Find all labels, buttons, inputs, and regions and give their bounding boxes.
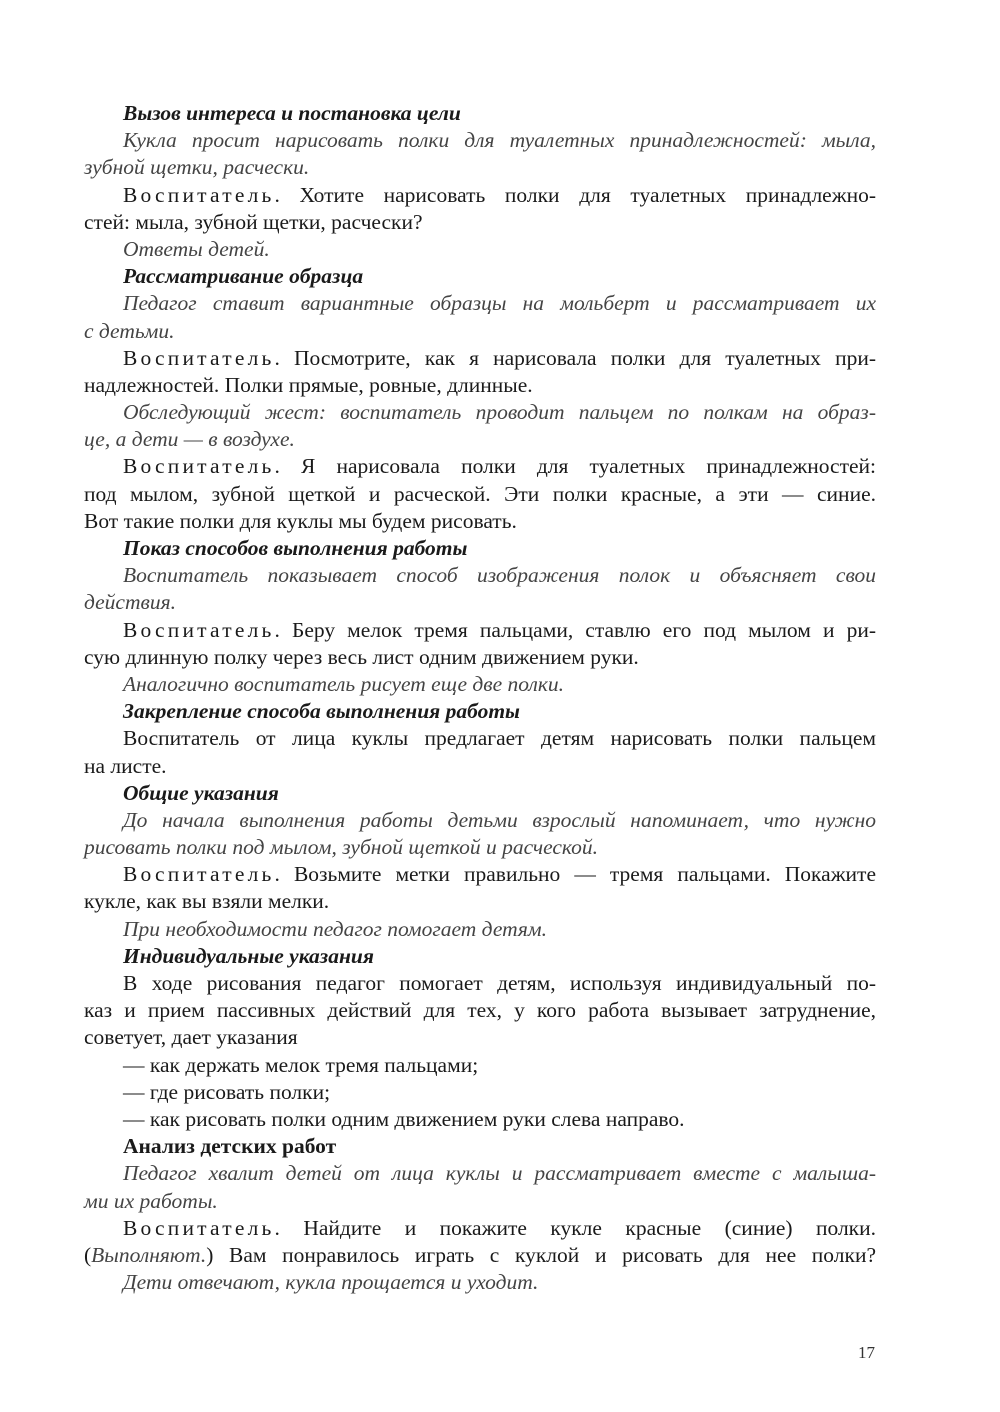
speaker-name: Воспитатель bbox=[123, 1215, 275, 1240]
body-text: советует, дает указания bbox=[84, 1025, 298, 1050]
section-heading: Индивидуальные указания bbox=[123, 943, 374, 968]
speech-text: надлежностей. Полки прямые, ровные, длинные. bbox=[84, 372, 533, 397]
page-body bbox=[84, 100, 876, 1296]
speaker-name: Воспитатель bbox=[123, 862, 275, 887]
speech-text: . Посмотрите, как я нарисовала полки для туалетных при- bbox=[274, 345, 876, 370]
stage-direction: Воспитатель показывает способ изображения полок и объясняет свои bbox=[123, 563, 876, 588]
speech-text: Вот такие полки для куклы мы будем рисовать. bbox=[84, 508, 517, 533]
stage-direction: Обследующий жест: воспитатель проводит пальцем по полкам на образ- bbox=[123, 400, 876, 425]
body-text: В ходе рисования педагог помогает детям, используя индивидуальный по- bbox=[123, 971, 876, 995]
speech-text: стей: мыла, зубной щетки, расчески? bbox=[84, 209, 423, 234]
list-item: — где рисовать полки; bbox=[123, 1079, 331, 1104]
speech-text: . Хотите нарисовать полки для туалетных принадлежно- bbox=[274, 182, 876, 207]
section-heading: Закрепление способа выполнения работы bbox=[123, 699, 520, 724]
speech-text: . Возьмите метки правильно — тремя пальцами. Покажите bbox=[274, 862, 876, 887]
list-item: — как держать мелок тремя пальцами; bbox=[123, 1052, 479, 1077]
stage-direction: До начала выполнения работы детьми взрослый напоминает, что нужно bbox=[123, 807, 876, 832]
section-heading: Вызов интереса и постановка цели bbox=[123, 101, 461, 125]
speech-text: . Беру мелок тремя пальцами, ставлю его под мылом и ри- bbox=[274, 617, 876, 642]
teacher-speech bbox=[84, 453, 876, 480]
teacher-speech bbox=[84, 861, 876, 888]
speech-text: сую длинную полку через весь лист одним движением руки. bbox=[84, 644, 639, 669]
page-number: 17 bbox=[858, 1343, 875, 1362]
teacher-speech bbox=[84, 1215, 876, 1242]
paren-open: ( bbox=[84, 1242, 92, 1267]
stage-direction: Кукла просит нарисовать полки для туалетных принадлежностей: мыла, bbox=[123, 128, 876, 153]
teacher-speech bbox=[84, 345, 876, 372]
speech-text bbox=[84, 1242, 876, 1269]
speaker-name: Воспитатель bbox=[123, 454, 275, 479]
section-heading: Общие указания bbox=[123, 780, 279, 805]
speech-text: под мылом, зубной щеткой и расческой. Эти полки красные, а эти — синие. bbox=[84, 481, 876, 506]
teacher-speech bbox=[84, 182, 876, 209]
stage-direction: Ответы детей. bbox=[123, 236, 270, 261]
stage-direction: Аналогично воспитатель рисует еще две полки. bbox=[123, 671, 565, 696]
stage-direction: Педагог хвалит детей от лица куклы и рассматривает вместе с малыша- bbox=[123, 1161, 876, 1186]
stage-direction: с детьми. bbox=[84, 318, 175, 343]
stage-direction-inline: Выполняют. bbox=[91, 1242, 207, 1267]
section-heading: Рассматривание образца bbox=[123, 264, 364, 289]
body-text: каз и прием пассивных действий для тех, у кого работа вызывает затруднение, bbox=[84, 998, 876, 1023]
body-text: на листе. bbox=[84, 753, 167, 778]
list-item: — как рисовать полки одним движением руки слева направо. bbox=[123, 1106, 685, 1131]
speech-text: кукле, как вы взяли мелки. bbox=[84, 889, 330, 914]
speech-text-rest: ) Вам понравилось играть с куклой и рисовать для нее полки? bbox=[206, 1242, 876, 1267]
speaker-name: Воспитатель bbox=[123, 182, 275, 207]
speaker-name: Воспитатель bbox=[123, 345, 275, 370]
stage-direction: действия. bbox=[84, 590, 176, 615]
stage-direction: ми их работы. bbox=[84, 1188, 218, 1213]
stage-direction: рисовать полки под мылом, зубной щеткой и расческой. bbox=[84, 835, 599, 860]
stage-direction: Педагог ставит вариантные образцы на мольберт и рассматривает их bbox=[123, 291, 876, 316]
body-text: Воспитатель от лица куклы предлагает детям нарисовать полки пальцем bbox=[123, 726, 876, 751]
section-heading: Показ способов выполнения работы bbox=[123, 536, 468, 560]
stage-direction: Дети отвечают, кукла прощается и уходит. bbox=[123, 1270, 539, 1295]
section-heading: Анализ детских работ bbox=[123, 1134, 337, 1159]
stage-direction: зубной щетки, расчески. bbox=[84, 155, 310, 180]
stage-direction: це, а дети — в воздухе. bbox=[84, 427, 295, 452]
speech-text: . Я нарисовала полки для туалетных принадлежностей: bbox=[274, 454, 876, 479]
speech-text: . Найдите и покажите кукле красные (синие) полки. bbox=[274, 1215, 876, 1240]
stage-direction: При необходимости педагог помогает детям. bbox=[123, 916, 547, 941]
teacher-speech bbox=[84, 617, 876, 644]
speaker-name: Воспитатель bbox=[123, 617, 275, 642]
